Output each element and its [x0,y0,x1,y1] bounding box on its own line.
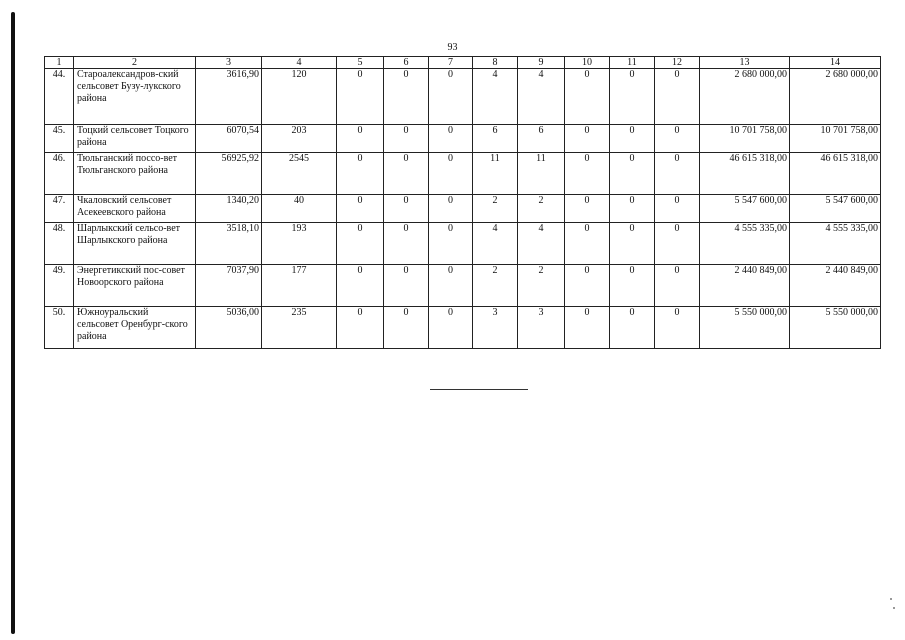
municipality-name: Тюльганский поссо-вет Тюльганского района [74,153,196,195]
col-9-value: 6 [518,125,565,153]
col-10-value: 0 [565,125,610,153]
column-header-4: 4 [262,57,337,69]
col-3-value: 56925,92 [196,153,262,195]
col-3-value: 3518,10 [196,223,262,265]
col-5-value: 0 [337,223,384,265]
col-13-amount: 46 615 318,00 [700,153,790,195]
col-10-value: 0 [565,223,610,265]
col-7-value: 0 [429,307,473,349]
col-12-value: 0 [655,153,700,195]
column-header-7: 7 [429,57,473,69]
col-4-value: 193 [262,223,337,265]
col-10-value: 0 [565,265,610,307]
table-row [45,265,881,307]
col-11-value: 0 [610,125,655,153]
col-12-value: 0 [655,195,700,223]
col-8-value: 4 [473,69,518,125]
col-5-value: 0 [337,307,384,349]
col-9-value: 4 [518,69,565,125]
col-6-value: 0 [384,153,429,195]
col-9-value: 2 [518,265,565,307]
col-3-value: 7037,90 [196,265,262,307]
table-row [45,153,881,195]
col-3-value: 3616,90 [196,69,262,125]
col-11-value: 0 [610,195,655,223]
col-8-value: 3 [473,307,518,349]
col-8-value: 4 [473,223,518,265]
col-11-value: 0 [610,69,655,125]
column-header-2: 2 [74,57,196,69]
row-number: 49. [45,265,74,307]
column-header-13: 13 [700,57,790,69]
table-header [45,57,881,69]
col-11-value: 0 [610,265,655,307]
col-13-amount: 10 701 758,00 [700,125,790,153]
col-12-value: 0 [655,69,700,125]
col-8-value: 6 [473,125,518,153]
col-14-amount: 4 555 335,00 [790,223,881,265]
col-8-value: 11 [473,153,518,195]
municipality-name: Шарлыкский сельсо-вет Шарлыкского района [74,223,196,265]
col-13-amount: 5 550 000,00 [700,307,790,349]
table-row [45,125,881,153]
column-header-12: 12 [655,57,700,69]
column-header-11: 11 [610,57,655,69]
col-11-value: 0 [610,153,655,195]
col-14-amount: 2 440 849,00 [790,265,881,307]
col-3-value: 6070,54 [196,125,262,153]
col-4-value: 2545 [262,153,337,195]
col-13-amount: 5 547 600,00 [700,195,790,223]
municipality-name: Тоцкий сельсовет Тоцкого района [74,125,196,153]
col-4-value: 177 [262,265,337,307]
col-3-value: 5036,00 [196,307,262,349]
col-6-value: 0 [384,125,429,153]
col-10-value: 0 [565,195,610,223]
table-row [45,223,881,265]
col-10-value: 0 [565,153,610,195]
col-6-value: 0 [384,195,429,223]
table-row [45,69,881,125]
col-4-value: 235 [262,307,337,349]
col-12-value: 0 [655,265,700,307]
row-number: 48. [45,223,74,265]
col-6-value: 0 [384,265,429,307]
table-body [45,69,881,349]
col-13-amount: 2 440 849,00 [700,265,790,307]
col-13-amount: 4 555 335,00 [700,223,790,265]
col-7-value: 0 [429,153,473,195]
column-header-6: 6 [384,57,429,69]
col-7-value: 0 [429,69,473,125]
col-5-value: 0 [337,153,384,195]
col-4-value: 203 [262,125,337,153]
row-number: 47. [45,195,74,223]
col-14-amount: 5 547 600,00 [790,195,881,223]
municipality-name: Южноуральский сельсовет Оренбург-ского района [74,307,196,349]
column-header-10: 10 [565,57,610,69]
municipality-name: Чкаловский сельсовет Асекеевского района [74,195,196,223]
col-14-amount: 2 680 000,00 [790,69,881,125]
col-5-value: 0 [337,265,384,307]
col-14-amount: 10 701 758,00 [790,125,881,153]
data-table [44,56,881,349]
col-11-value: 0 [610,223,655,265]
col-10-value: 0 [565,69,610,125]
end-rule-line [430,389,528,390]
column-header-5: 5 [337,57,384,69]
table-row [45,195,881,223]
col-11-value: 0 [610,307,655,349]
col-7-value: 0 [429,265,473,307]
binding-edge-mark [11,12,15,634]
col-8-value: 2 [473,195,518,223]
col-10-value: 0 [565,307,610,349]
col-12-value: 0 [655,223,700,265]
col-14-amount: 5 550 000,00 [790,307,881,349]
col-6-value: 0 [384,69,429,125]
col-7-value: 0 [429,195,473,223]
column-header-3: 3 [196,57,262,69]
col-5-value: 0 [337,69,384,125]
scan-speck [890,598,892,600]
column-header-1: 1 [45,57,74,69]
col-13-amount: 2 680 000,00 [700,69,790,125]
col-9-value: 2 [518,195,565,223]
col-9-value: 4 [518,223,565,265]
column-header-8: 8 [473,57,518,69]
col-6-value: 0 [384,223,429,265]
col-6-value: 0 [384,307,429,349]
column-header-9: 9 [518,57,565,69]
col-3-value: 1340,20 [196,195,262,223]
col-5-value: 0 [337,195,384,223]
col-12-value: 0 [655,125,700,153]
row-number: 44. [45,69,74,125]
row-number: 46. [45,153,74,195]
col-8-value: 2 [473,265,518,307]
scan-speck [893,607,895,609]
col-5-value: 0 [337,125,384,153]
column-header-14: 14 [790,57,881,69]
col-9-value: 11 [518,153,565,195]
municipality-name: Староалександров-ский сельсовет Бузу-лукского района [74,69,196,125]
header-row [45,57,881,69]
row-number: 45. [45,125,74,153]
col-7-value: 0 [429,125,473,153]
col-14-amount: 46 615 318,00 [790,153,881,195]
municipality-name: Энергетикский пос-совет Новоорского района [74,265,196,307]
col-4-value: 120 [262,69,337,125]
col-7-value: 0 [429,223,473,265]
col-12-value: 0 [655,307,700,349]
col-4-value: 40 [262,195,337,223]
table-row [45,307,881,349]
row-number: 50. [45,307,74,349]
col-9-value: 3 [518,307,565,349]
page-number: 93 [447,42,458,53]
